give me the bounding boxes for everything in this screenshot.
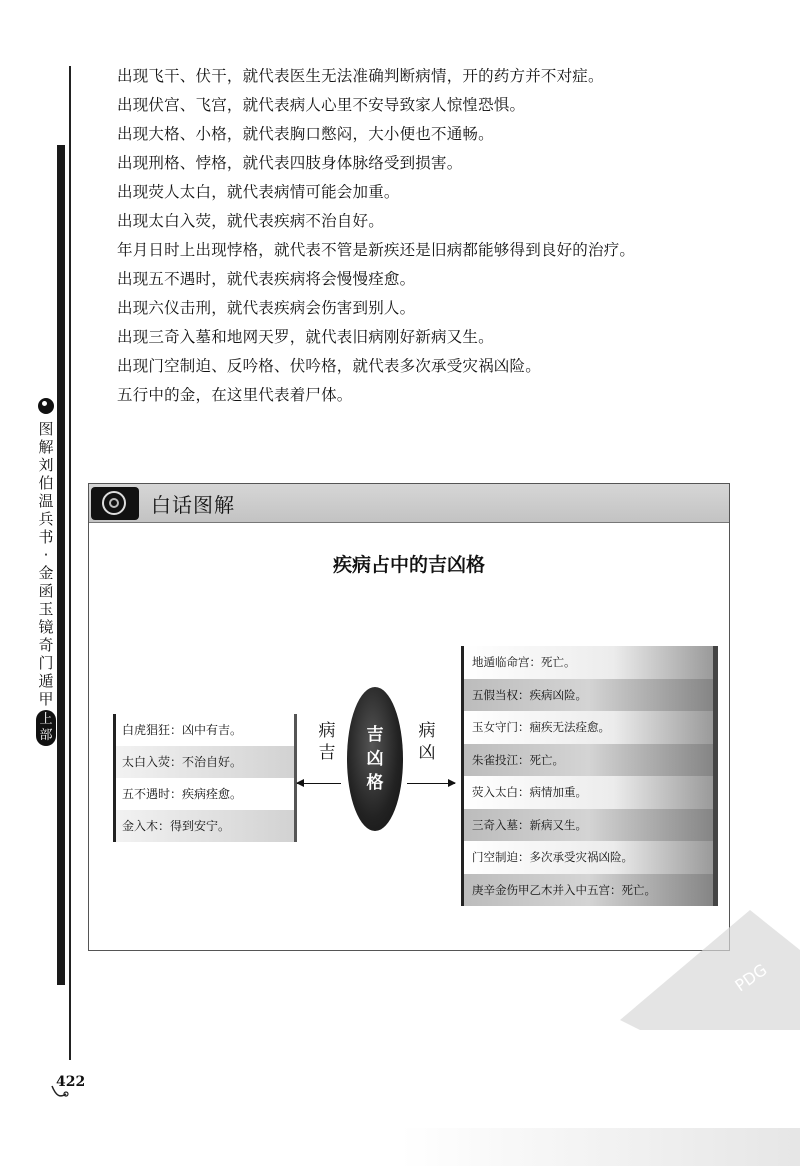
volume-badge xyxy=(36,710,56,746)
body-line: 出现三奇入墓和地网天罗，就代表旧病刚好新病又生。 xyxy=(117,328,494,346)
book-title-vertical xyxy=(36,398,56,746)
body-line: 出现伏宫、飞宫，就代表病人心里不安导致家人惊惶恐惧。 xyxy=(117,96,526,114)
list-item: 太白入荧：不治自好。 xyxy=(116,746,294,778)
body-line: 年月日时上出现悖格，就代表不管是新疾还是旧病都能够得到良好的治疗。 xyxy=(117,241,636,259)
label-char: 病 xyxy=(418,721,436,741)
diagram-title: 疾病占中的吉凶格 xyxy=(332,554,485,576)
body-line: 出现飞干、伏干，就代表医生无法准确判断病情，开的药方并不对症。 xyxy=(117,67,604,85)
arrow-left-icon xyxy=(297,783,341,784)
title-char: 奇 xyxy=(38,636,54,654)
emblem-icon xyxy=(91,487,139,520)
title-char: 甲 xyxy=(38,690,54,708)
list-item: 五不遇时：疾病痊愈。 xyxy=(122,787,243,801)
page-number: 422 xyxy=(56,1074,86,1090)
body-line: 出现荧人太白，就代表病情可能会加重。 xyxy=(117,183,400,201)
body-line: 出现五不遇时，就代表疾病将会慢慢痊愈。 xyxy=(117,270,416,288)
body-line: 出现门空制迫、反吟格、伏吟格，就代表多次承受灾祸凶险。 xyxy=(117,357,541,375)
arrow-right-icon xyxy=(407,783,455,784)
inauspicious-list xyxy=(461,646,718,906)
title-char: 伯 xyxy=(38,474,54,492)
label-char: 吉 xyxy=(318,743,336,763)
body-text xyxy=(117,62,757,410)
center-char: 吉 xyxy=(366,725,384,745)
body-line: 出现六仪击刑，就代表疾病会伤害到别人。 xyxy=(117,299,416,317)
title-char: 函 xyxy=(38,582,54,600)
right-category-label xyxy=(417,720,437,764)
margin-thin-rule xyxy=(69,66,71,1060)
title-char: 解 xyxy=(38,438,54,456)
list-item: 门空制迫：多次承受灾祸凶险。 xyxy=(464,841,713,874)
center-node xyxy=(347,687,403,831)
title-char: 图 xyxy=(38,420,54,438)
title-char: 兵 xyxy=(38,510,54,528)
yin-yang-icon xyxy=(38,398,54,414)
body-line: 出现大格、小格，就代表胸口憋闷，大小便也不通畅。 xyxy=(117,125,494,143)
list-item: 白虎猖狂：凶中有吉。 xyxy=(122,723,243,737)
body-line: 出现刑格、悖格，就代表四肢身体脉络受到损害。 xyxy=(117,154,463,172)
watermark-text: PDG xyxy=(731,959,771,996)
list-item: 三奇入墓：新病又生。 xyxy=(464,809,713,842)
list-item: 庚辛金伤甲乙木并入中五宫：死亡。 xyxy=(464,874,713,907)
watermark-stamp xyxy=(600,900,800,1030)
label-char: 凶 xyxy=(418,743,436,763)
title-char: 温 xyxy=(38,492,54,510)
box-header-label: 白话图解 xyxy=(151,493,235,517)
badge-char: 部 xyxy=(39,728,53,743)
list-item: 五假当权：疾病凶险。 xyxy=(464,679,713,712)
body-line: 五行中的金，在这里代表着尸体。 xyxy=(117,386,353,404)
center-char: 格 xyxy=(366,773,384,793)
body-line: 出现太白入荧，就代表疾病不治自好。 xyxy=(117,212,384,230)
list-item: 玉女守门：痼疾无法痊愈。 xyxy=(464,711,713,744)
title-char: 刘 xyxy=(38,456,54,474)
title-char: 书 xyxy=(38,528,54,546)
margin-thick-rule xyxy=(57,145,65,985)
title-char: 镜 xyxy=(38,618,54,636)
box-header xyxy=(89,484,729,523)
list-item: 朱雀投江：死亡。 xyxy=(464,744,713,777)
label-char: 病 xyxy=(318,721,336,741)
title-char: · xyxy=(43,546,49,564)
list-item: 金入木：得到安宁。 xyxy=(116,810,294,842)
title-char: 玉 xyxy=(38,600,54,618)
center-char: 凶 xyxy=(366,749,384,769)
badge-char: 上 xyxy=(39,712,53,727)
list-item: 地遁临命宫：死亡。 xyxy=(464,646,713,679)
left-category-label xyxy=(317,720,337,764)
list-item: 荧入太白：病情加重。 xyxy=(464,776,713,809)
scan-edge-strip xyxy=(400,1128,800,1166)
title-char: 金 xyxy=(38,564,54,582)
auspicious-list xyxy=(113,714,297,842)
illustration-box xyxy=(88,483,730,951)
title-char: 门 xyxy=(38,654,54,672)
title-char: 遁 xyxy=(38,672,54,690)
